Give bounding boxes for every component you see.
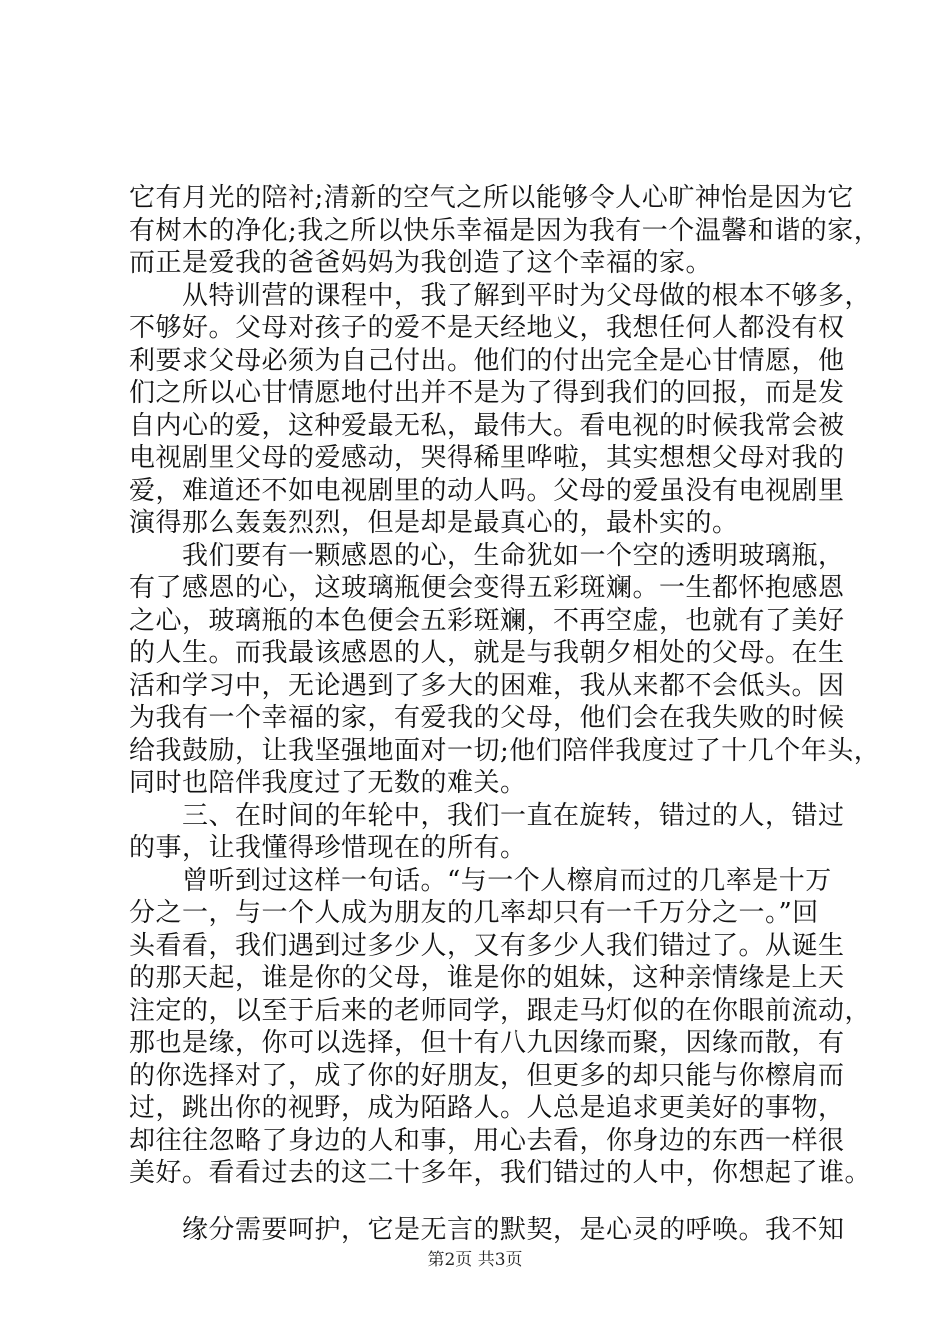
text-line: 过，跳出你的视野，成为陌路人。人总是追求更美好的事物， <box>129 1093 845 1123</box>
text-line: 它有月光的陪衬;清新的空气之所以能够令人心旷神怡是因为它 <box>129 183 854 213</box>
text-line: 的人生。而我最该感恩的人，就是与我朝夕相处的父母。在生 <box>129 638 845 668</box>
text-line: 的你选择对了，成了你的好朋友，但更多的却只能与你檫肩而 <box>129 1060 845 1091</box>
text-line: 美好。看看过去的这二十多年，我们错过的人中，你想起了谁。 <box>129 1158 872 1188</box>
text-line: 头看看，我们遇到过多少人，又有多少人我们错过了。从诞生 <box>129 930 845 961</box>
text-line: 从特训营的课程中，我了解到平时为父母做的根本不够多， <box>129 280 872 311</box>
text-line: 们之所以心甘情愿地付出并不是为了得到我们的回报，而是发 <box>129 378 845 408</box>
text-line-last: 缘分需要呵护，它是无言的默契，是心灵的呼唤。我不知 <box>129 1214 845 1245</box>
text-line: 电视剧里父母的爱感动，哭得稀里哗啦，其实想想父母对我的 <box>129 443 845 473</box>
text-line: 注定的，以至于后来的老师同学，跟走马灯似的在你眼前流动， <box>129 995 872 1026</box>
text-line: 为我有一个幸福的家，有爱我的父母，他们会在我失败的时候 <box>129 703 845 733</box>
text-line: 却往往忽略了身边的人和事，用心去看，你身边的东西一样很 <box>129 1125 845 1156</box>
page-number: 第2页 共3页 <box>427 1250 523 1270</box>
text-line: 演得那么轰轰烈烈，但是却是最真心的，最朴实的。 <box>129 508 739 538</box>
text-line: 那也是缘，你可以选择，但十有八九因缘而聚，因缘而散，有 <box>129 1028 845 1058</box>
text-line: 的事，让我懂得珍惜现在的所有。 <box>129 833 527 863</box>
text-line: 同时也陪伴我度过了无数的难关。 <box>129 768 527 798</box>
text-line: 分之一，与一个人成为朋友的几率却只有一千万分之一。”回 <box>129 898 819 928</box>
text-line: 三、在时间的年轮中，我们一直在旋转，错过的人，错过 <box>129 800 845 831</box>
text-line: 活和学习中，无论遇到了多大的困难，我从来都不会低头。因 <box>129 670 845 701</box>
text-line: 爱，难道还不如电视剧里的动人吗。父母的爱虽没有电视剧里 <box>129 475 845 506</box>
document-body <box>129 182 881 1246</box>
text-line: 利要求父母必须为自己付出。他们的付出完全是心甘情愿，他 <box>129 345 845 376</box>
text-line: 有树木的净化;我之所以快乐幸福是因为我有一个温馨和谐的家， <box>129 215 881 246</box>
paragraph-gap <box>129 1190 829 1214</box>
text-line: 自内心的爱，这种爱最无私，最伟大。看电视的时候我常会被 <box>129 410 845 441</box>
text-line: 不够好。父母对孩子的爱不是天经地义，我想任何人都没有权 <box>129 313 845 343</box>
text-line: 给我鼓励，让我坚强地面对一切;他们陪伴我度过了十几个年头， <box>129 735 881 766</box>
text-line: 的那天起，谁是你的父母，谁是你的姐妹，这种亲情缘是上天 <box>129 963 845 993</box>
text-line: 有了感恩的心，这玻璃瓶便会变得五彩斑斓。一生都怀抱感恩 <box>129 573 845 603</box>
text-line: 之心，玻璃瓶的本色便会五彩斑斓，不再空虚，也就有了美好 <box>129 605 845 636</box>
text-line: 我们要有一颗感恩的心，生命犹如一个空的透明玻璃瓶， <box>129 540 845 571</box>
text-line: 曾听到过这样一句话。“与一个人檫肩而过的几率是十万 <box>129 865 832 896</box>
text-line: 而正是爱我的爸爸妈妈为我创造了这个幸福的家。 <box>129 248 713 278</box>
